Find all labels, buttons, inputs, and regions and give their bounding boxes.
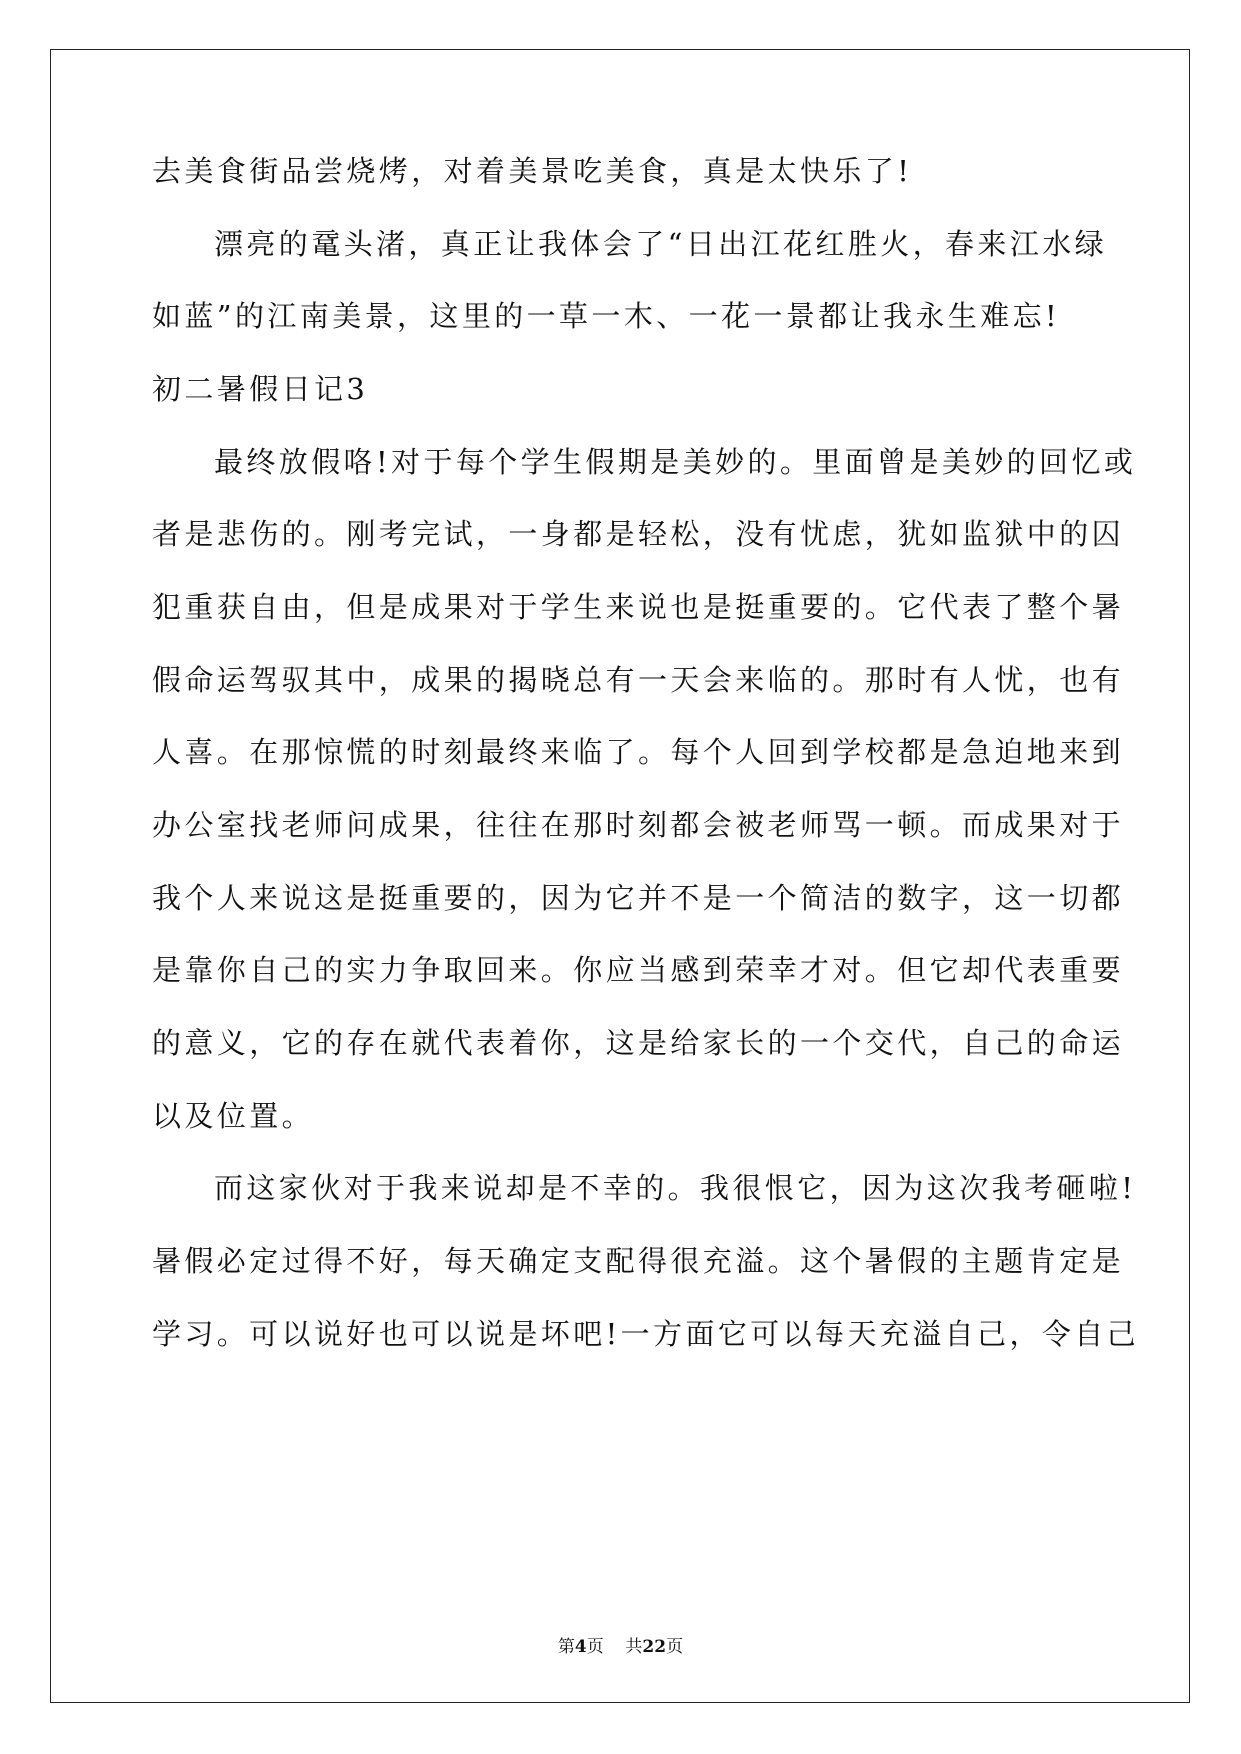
paragraph-line: 的意义，它的存在就代表着你，这是给家长的一个交代，自己的命运: [152, 1026, 1125, 1060]
footer-total-suffix: 页: [666, 1637, 684, 1657]
paragraph-line: 假命运驾驭其中，成果的揭晓总有一天会来临的。那时有人忧，也有: [152, 663, 1125, 697]
paragraph-line: 暑假必定过得不好，每天确定支配得很充溢。这个暑假的主题肯定是: [152, 1244, 1125, 1278]
paragraph-line: 以及位置。: [152, 1099, 315, 1133]
paragraph-line: 我个人来说这是挺重要的，因为它并不是一个简洁的数字，这一切都: [152, 881, 1125, 915]
paragraph-line: 如蓝”的江南美景，这里的一草一木、一花一景都让我永生难忘!: [152, 299, 1061, 333]
section-heading: 初二暑假日记3: [152, 372, 369, 406]
paragraph-line: 办公室找老师问成果，往往在那时刻都会被老师骂一顿。而成果对于: [152, 808, 1125, 842]
paragraph-line: 最终放假咯!对于每个学生假期是美妙的。里面曾是美妙的回忆或: [214, 445, 1137, 479]
page-footer: [0, 1636, 1241, 1658]
paragraph-line: 去美食街品尝烧烤，对着美景吃美食，真是太快乐了!: [152, 154, 913, 188]
footer-page-suffix: 页: [586, 1637, 604, 1657]
footer-total-pages: 22: [642, 1637, 667, 1657]
paragraph-line: 漂亮的鼋头渚，真正让我体会了“日出江花红胜火，春来江水绿: [214, 227, 1108, 261]
footer-page-number: 4: [574, 1637, 587, 1657]
paragraph-line: 是靠你自己的实力争取回来。你应当感到荣幸才对。但它却代表重要: [152, 953, 1125, 987]
paragraph-line: 人喜。在那惊慌的时刻最终来临了。每个人回到学校都是急迫地来到: [152, 735, 1125, 769]
footer-page-prefix: 第: [557, 1637, 575, 1657]
paragraph-line: 学习。可以说好也可以说是坏吧!一方面它可以每天充溢自己，令自己: [152, 1317, 1140, 1351]
paragraph-line: 者是悲伤的。刚考完试，一身都是轻松，没有忧虑，犹如监狱中的囚: [152, 517, 1125, 551]
footer-total-prefix: 共: [625, 1637, 643, 1657]
paragraph-line: 犯重获自由，但是成果对于学生来说也是挺重要的。它代表了整个暑: [152, 590, 1125, 624]
paragraph-line: 而这家伙对于我来说却是不幸的。我很恨它，因为这次我考砸啦!: [214, 1171, 1137, 1205]
